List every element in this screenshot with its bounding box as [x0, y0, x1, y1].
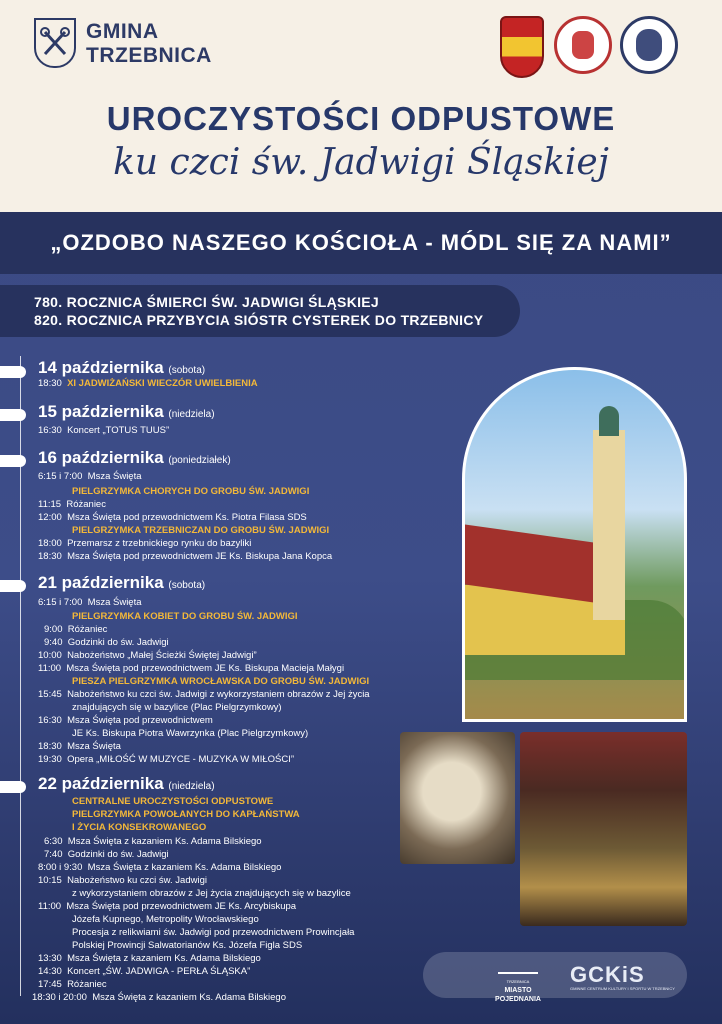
tower-dome-shape	[599, 406, 619, 436]
page-title: UROCZYSTOŚCI ODPUSTOWE	[106, 100, 616, 137]
schedule-line	[38, 740, 121, 753]
trzebnica-city-logo	[487, 962, 549, 1004]
schedule-line	[38, 861, 281, 874]
schedule-line	[38, 874, 207, 887]
gckis-logo: GCKiS	[570, 962, 645, 987]
time: 11:00	[38, 663, 62, 674]
schedule-line	[38, 498, 106, 511]
gmina-line1: GMINA	[86, 20, 159, 43]
schedule-line: PIELGRZYMKA TRZEBNICZAN DO GROBU ŚW. JADWIGI	[72, 525, 330, 536]
time: 10:15	[38, 875, 62, 886]
skyline-icon	[498, 962, 538, 974]
time: 18:00	[38, 538, 62, 549]
schedule-line	[38, 550, 332, 563]
time: 11:15	[38, 499, 62, 510]
schedule-line: Procesja z relikwiami św. Jadwigi pod przewodnictwem Prowincjała	[72, 927, 355, 938]
time: 6:15 i 7:00	[38, 471, 83, 482]
time: 8:00 i 9:30	[38, 862, 83, 873]
schedule-line	[38, 424, 169, 437]
schedule-line	[38, 377, 258, 390]
event-text: Godzinki do św. Jadwigi	[67, 637, 169, 648]
event-text: Msza Święta z kazaniem Ks. Adama Bilskiego	[67, 836, 262, 847]
time: 7:40	[44, 849, 63, 860]
gmina-name	[86, 20, 212, 68]
event-text: Msza Święta	[87, 597, 142, 608]
weekday-text: (niedziela)	[168, 409, 215, 420]
schedule-line	[38, 662, 344, 675]
schedule-line	[44, 835, 262, 848]
schedule-line: PIELGRZYMKA CHORYCH DO GROBU ŚW. JADWIGI	[72, 486, 310, 497]
event-text: Koncert „ŚW. JADWIGA - PERŁA ŚLĄSKA”	[67, 966, 251, 977]
time: 10:00	[38, 650, 62, 661]
basilica-photo	[462, 367, 687, 722]
schedule-line	[32, 991, 286, 1004]
time: 16:30	[38, 425, 62, 436]
schedule-line: z wykorzystaniem obrazów z Jej życia znajdujących się w bazylice	[72, 888, 351, 899]
schedule-line	[38, 596, 142, 609]
event-text: Nabożeństwo ku czci św. Jadwigi	[67, 875, 207, 886]
time: 18:30 i 20:00	[32, 992, 87, 1003]
schedule-line	[38, 753, 294, 766]
schedule-line: JE Ks. Biskupa Piotra Wawrzynka (Plac Pielgrzymkowy)	[72, 728, 309, 739]
crypt-photo	[400, 732, 515, 864]
schedule-line: znajdujących się w bazylice (Plac Pielgrzymkowy)	[72, 702, 282, 713]
event-text: Msza Święta z kazaniem Ks. Adama Bilskiego	[87, 862, 282, 873]
anniversary-line: 820. ROCZNICA PRZYBYCIA SIÓSTR CYSTEREK DO TRZEBNICY	[34, 312, 484, 328]
schedule-line: PIELGRZYMKA KOBIET DO GROBU ŚW. JADWIGI	[72, 611, 298, 622]
date-text: 16 października	[38, 448, 164, 467]
schedule-line: CENTRALNE UROCZYSTOŚCI ODPUSTOWE	[72, 796, 274, 807]
event-text: Różaniec	[67, 979, 107, 990]
date-text: 21 października	[38, 573, 164, 592]
time: 15:45	[38, 689, 62, 700]
gmina-crest-icon	[34, 18, 76, 68]
event-text: Msza Święta pod przewodnictwem JE Ks. Arcybiskupa	[66, 901, 297, 912]
event-text: Przemarsz z trzebnickiego rynku do bazyliki	[67, 538, 252, 549]
event-text: Nabożeństwo „Małej Ścieżki Świętej Jadwigi”	[67, 650, 257, 661]
event-text: Koncert „TOTUS TUUS”	[67, 425, 170, 436]
schedule-line	[44, 636, 169, 649]
weekday-text: (niedziela)	[168, 781, 215, 792]
schedule-line	[38, 952, 261, 965]
church-tower-shape	[593, 430, 625, 620]
time: 6:15 i 7:00	[38, 597, 83, 608]
event-text: Msza Święta	[67, 741, 121, 752]
timeline-marker	[0, 409, 26, 421]
church-interior-photo	[520, 732, 687, 926]
weekday-text: (sobota)	[168, 365, 206, 376]
event-text: Msza Święta pod przewodnictwem JE Ks. Biskupa Macieja Małygi	[66, 663, 345, 674]
city-tag: MIASTO POJEDNANIA	[495, 987, 541, 1003]
anniversary-banner	[0, 285, 520, 337]
schedule-line	[38, 978, 107, 991]
footer-badge	[423, 952, 687, 998]
weekday-text: (poniedziałek)	[168, 455, 231, 466]
schedule-line	[44, 623, 107, 636]
weekday-text: (sobota)	[168, 580, 206, 591]
event-text: Msza Święta z kazaniem Ks. Adama Bilskiego	[67, 953, 261, 964]
day-date	[38, 358, 205, 378]
time: 18:30	[38, 378, 62, 389]
schedule-line	[38, 511, 307, 524]
event-text: Msza Święta	[87, 471, 142, 482]
schedule-line: PIESZA PIELGRZYMKA WROCŁAWSKA DO GROBU ŚW. JADWIGI	[72, 676, 370, 687]
day-date	[38, 448, 231, 468]
event-text: Msza Święta pod przewodnictwem JE Ks. Biskupa Jana Kopca	[67, 551, 333, 562]
schedule-line	[38, 965, 250, 978]
timeline-marker	[0, 781, 26, 793]
time: 18:30	[38, 741, 62, 752]
schedule-line: Polskiej Prowincji Salwatorianów Ks. Józefa Figla SDS	[72, 940, 303, 951]
timeline-line	[20, 356, 21, 996]
gmina-line2: TRZEBNICA	[86, 44, 212, 67]
time: 11:00	[38, 901, 62, 912]
date-text: 22 października	[38, 774, 164, 793]
schedule-line	[38, 714, 213, 727]
day-date	[38, 573, 205, 593]
event-text: Opera „MIŁOŚĆ W MUZYCE - MUZYKA W MIŁOŚCI”	[67, 754, 295, 765]
event-text: Różaniec	[67, 624, 108, 635]
event-text: Godzinki do św. Jadwigi	[67, 849, 169, 860]
coat-of-arms-icon	[500, 16, 544, 78]
time: 17:45	[38, 979, 62, 990]
schedule-line: PIELGRZYMKA POWOŁANYCH DO KAPŁAŃSTWA	[72, 809, 300, 820]
motto-banner: „OZDOBO NASZEGO KOŚCIOŁA - MÓDL SIĘ ZA NAMI”	[0, 212, 722, 274]
schedule-line	[38, 470, 142, 483]
time: 19:30	[38, 754, 62, 765]
event-text: Msza Święta pod przewodnictwem	[67, 715, 213, 726]
schedule-line	[38, 649, 257, 662]
time: 18:30	[38, 551, 62, 562]
time: 14:30	[38, 966, 62, 977]
event-text: Różaniec	[66, 499, 106, 510]
time: 12:00	[38, 512, 62, 523]
timeline-marker	[0, 455, 26, 467]
schedule-line	[38, 537, 251, 550]
anniversary-line: 780. ROCZNICA ŚMIERCI ŚW. JADWIGI ŚLĄSKIEJ	[34, 294, 380, 310]
schedule-line: Józefa Kupnego, Metropolity Wrocławskiego	[72, 914, 259, 925]
timeline-marker	[0, 366, 26, 378]
salvator-seal-icon	[620, 16, 678, 74]
event-text: XI JADWIŻAŃSKI WIECZÓR UWIELBIENIA	[67, 378, 258, 389]
timeline-marker	[0, 580, 26, 592]
time: 9:40	[44, 637, 63, 648]
cistercian-seal-icon	[554, 16, 612, 74]
time: 13:30	[38, 953, 62, 964]
schedule-line	[38, 688, 370, 701]
schedule-line: I ŻYCIA KONSEKROWANEGO	[72, 822, 207, 833]
date-text: 15 października	[38, 402, 164, 421]
city-logo-text: TRZEBNICA	[506, 979, 530, 984]
event-text: Nabożeństwo ku czci św. Jadwigi z wykorzystaniem obrazów z Jej życia	[67, 689, 370, 700]
event-text: Msza Święta z kazaniem Ks. Adama Bilskiego	[92, 992, 286, 1003]
day-date	[38, 774, 215, 794]
time: 9:00	[44, 624, 63, 635]
day-date	[38, 402, 215, 422]
gckis-subtitle: GMINNE CENTRUM KULTURY I SPORTU W TRZEBNICY	[570, 986, 675, 991]
time: 16:30	[38, 715, 62, 726]
time: 6:30	[44, 836, 63, 847]
date-text: 14 października	[38, 358, 164, 377]
page-subtitle: ku czci św. Jadwigi Śląskiej	[113, 142, 609, 183]
schedule-line	[38, 900, 296, 913]
event-text: Msza Święta pod przewodnictwem Ks. Piotra Filasa SDS	[67, 512, 307, 523]
schedule-line	[44, 848, 169, 861]
